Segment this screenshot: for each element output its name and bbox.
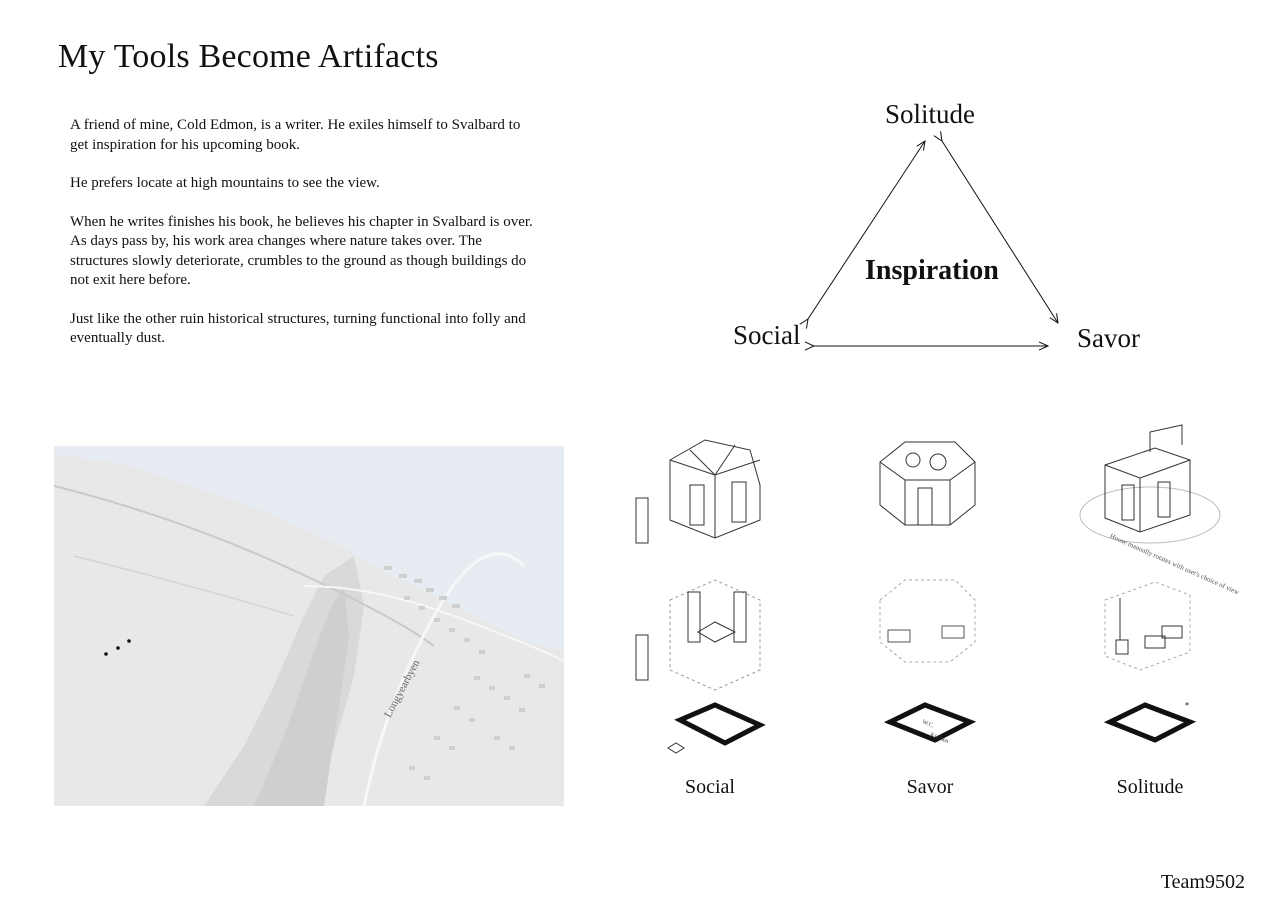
story-paragraph: A friend of mine, Cold Edmon, is a writer. He exiles himself to Svalbard to get inspiration for his upcoming book. <box>70 117 521 153</box>
terrain-map <box>54 446 564 806</box>
inspiration-triangle-diagram <box>700 95 1180 375</box>
page-title: My Tools Become Artifacts <box>58 38 439 75</box>
savor-cabin-exterior <box>880 442 975 525</box>
compass-icon: * <box>1185 701 1189 710</box>
social-floor-plan <box>680 705 760 743</box>
plan-label-kitchen: Kitchen <box>929 732 950 745</box>
diagram-center-inspiration: Inspiration <box>865 255 999 286</box>
map-town-label: Longyearbyen <box>382 657 423 720</box>
cabin-solitude <box>1050 420 1250 820</box>
diagram-node-solitude: Solitude <box>885 99 976 129</box>
solitude-floor-plan <box>1110 705 1190 740</box>
story-paragraph: When he writes finishes his book, he believes his chapter in Svalbard is over. As days pass by, his work area changes where nature takes over. The structures slowly deteriorate, crumbles to the ground as though buildings do not exit here before. <box>70 213 533 288</box>
social-cabin-exterior <box>636 440 760 543</box>
social-solitude-arrow <box>808 141 925 319</box>
diagram-node-social: Social <box>733 320 801 350</box>
cabin-social <box>610 420 810 820</box>
cabin-name-savor: Savor <box>906 776 954 798</box>
savor-cabin-interior <box>880 580 975 662</box>
cabin-studies <box>610 420 1250 820</box>
diagram-node-savor: Savor <box>1077 323 1140 353</box>
solitude-cabin-furniture <box>1116 598 1182 654</box>
solitude-savor-arrow <box>942 141 1058 323</box>
cabin-savor <box>830 420 1030 820</box>
social-cabin-furniture <box>636 592 746 680</box>
social-cabin-drawings <box>610 420 810 760</box>
cabin-name-solitude: Solitude <box>1116 776 1184 798</box>
plan-label-wc: W.C. <box>921 719 935 730</box>
rotation-note: House manually rotates with user's choice of view <box>1108 532 1241 597</box>
solitude-cabin-drawings <box>1050 420 1250 760</box>
savor-cabin-furniture <box>888 626 964 642</box>
svalbard-map <box>54 446 564 806</box>
story-paragraph: Just like the other ruin historical structures, turning functional into folly and eventually dust. <box>70 310 526 346</box>
story-text <box>70 116 540 368</box>
cabin-name-social: Social <box>685 776 735 798</box>
solitude-cabin-exterior <box>1080 425 1220 543</box>
story-paragraph: He prefers locate at high mountains to see the view. <box>70 175 380 191</box>
savor-cabin-drawings <box>830 420 1030 760</box>
team-signature: Team9502 <box>1160 871 1245 893</box>
